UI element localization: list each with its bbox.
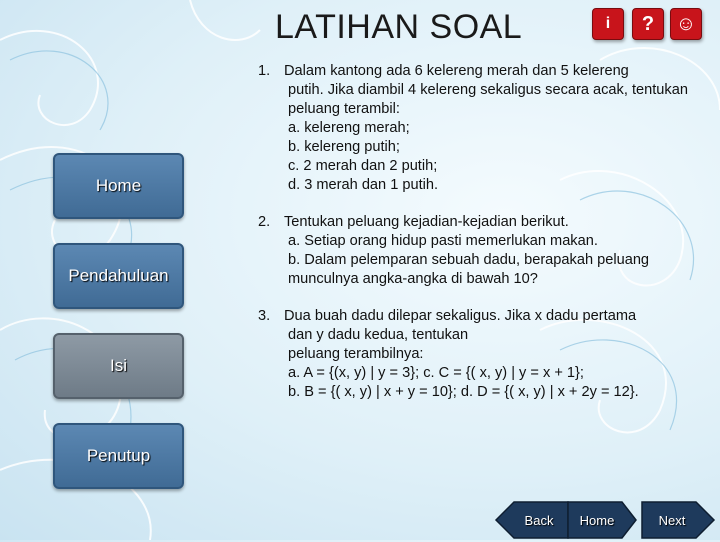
question-2 xyxy=(258,213,698,289)
profile-icon: ☺ xyxy=(675,12,697,35)
question-text: Tentukan peluang kejadian-kejadian berikut. xyxy=(284,214,569,230)
option-c: c. 2 merah dan 2 putih; xyxy=(288,158,438,174)
question-number: 2. xyxy=(258,214,271,230)
nav-isi-label: Isi xyxy=(110,356,127,375)
footer-home-label: Home xyxy=(579,512,615,528)
info-button[interactable] xyxy=(592,8,624,40)
question-text: Dua buah dadu dilepar sekaligus. Jika x dadu pertama xyxy=(284,308,637,324)
footer-home-button[interactable] xyxy=(566,498,638,542)
question-number: 1. xyxy=(258,63,271,79)
back-label: Back xyxy=(524,512,554,528)
nav-home-label: Home xyxy=(95,176,142,195)
option-b-d: b. B = {( x, y) | x + y = 10}; d. D = {( x, y) | x + 2y = 12}. xyxy=(288,384,639,400)
question-number: 3. xyxy=(258,308,271,324)
option-b: b. kelereng putih; xyxy=(288,139,400,155)
option-a: a. kelereng merah; xyxy=(288,120,410,136)
question-text-continued: dan y dadu kedua, tentukan xyxy=(288,327,469,343)
nav-pendahuluan-label: Pendahuluan xyxy=(68,266,169,285)
nav-penutup-button[interactable] xyxy=(53,423,184,489)
back-button[interactable] xyxy=(494,498,570,542)
nav-penutup-label: Penutup xyxy=(86,446,151,465)
help-icon: ? xyxy=(641,12,655,35)
next-label: Next xyxy=(658,512,686,528)
question-text: Dalam kantong ada 6 kelereng merah dan 5 kelereng xyxy=(284,63,629,79)
nav-pendahuluan-button[interactable] xyxy=(53,243,184,309)
question-text-continued-2: peluang terambilnya: xyxy=(288,346,424,362)
exercise-content xyxy=(258,62,698,420)
profile-button[interactable] xyxy=(670,8,702,40)
next-button[interactable] xyxy=(640,498,716,542)
info-icon: i xyxy=(605,15,611,32)
nav-home-button[interactable] xyxy=(53,153,184,219)
option-b: b. Dalam pelemparan sebuah dadu, berapakah peluang munculnya angka-angka di bawah 10? xyxy=(288,252,650,287)
page-title: LATIHAN SOAL xyxy=(275,8,523,46)
question-1 xyxy=(258,62,698,195)
option-a: a. Setiap orang hidup pasti memerlukan makan. xyxy=(288,233,598,249)
option-a-c: a. A = {(x, y) | y = 3}; c. C = {( x, y) | y = x + 1}; xyxy=(288,365,584,381)
nav-isi-button[interactable] xyxy=(53,333,184,399)
option-d: d. 3 merah dan 1 putih. xyxy=(288,177,439,193)
question-3 xyxy=(258,307,698,402)
help-button[interactable] xyxy=(632,8,664,40)
question-text-continued: putih. Jika diambil 4 kelereng sekaligus secara acak, tentukan peluang terambil: xyxy=(288,82,688,117)
